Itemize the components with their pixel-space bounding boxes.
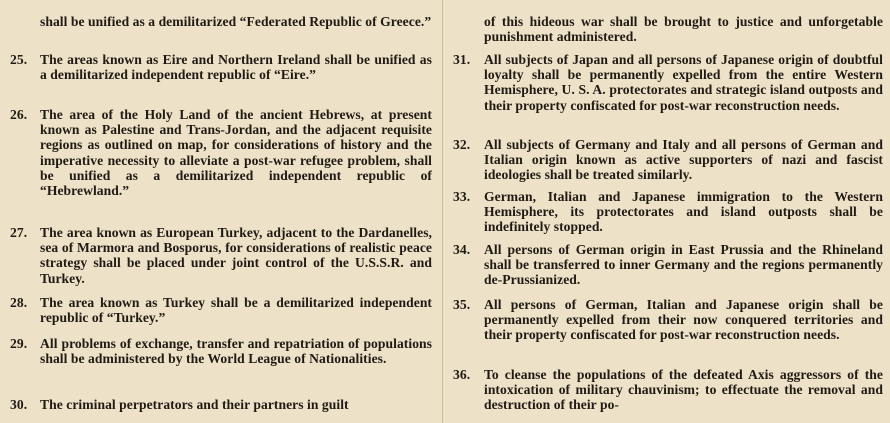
- article-text: All subjects of Japan and all persons of Japanese origin of doubtful loyalty shall be permanently expelled from the entire Western Hemisphere, U. S. A. protectorates and strategic island outposts and their property confiscated for post-war reconstruction needs.: [484, 52, 883, 113]
- article-text: German, Italian and Japanese immigration to the Western Hemisphere, its protectorates and island outposts shall be indefinitely stopped.: [484, 189, 883, 235]
- article-text: To cleanse the populations of the defeated Axis aggressors of the intoxication of military chauvinism; to effectuate the removal and destruction of their po-: [484, 367, 883, 413]
- article-number: 31.: [453, 52, 471, 67]
- article-25: [10, 52, 432, 82]
- article-number: 36.: [453, 367, 471, 382]
- article-33: [453, 189, 883, 235]
- article-text: The area of the Holy Land of the ancient Hebrews, at present known as Palestine and Trans-Jordan, and the adjacent requisite regions as outlined on map, for considerations of history and the imperative necessity to alleviate a post-war refugee problem, shall be unified as a demilitarized independent republic of “Hebrewland.”: [40, 107, 432, 199]
- article-text: The area known as Turkey shall be a demilitarized independent republic of “Turkey.”: [40, 295, 432, 326]
- article-26: [10, 107, 432, 198]
- paragraph-text: of this hideous war shall be brought to justice and unforgetable punishment administered.: [484, 14, 883, 45]
- article-28: [10, 295, 432, 325]
- article-number: 25.: [10, 52, 28, 67]
- article-32: [453, 137, 883, 183]
- article-number: 30.: [10, 397, 28, 412]
- column-divider: [442, 0, 443, 423]
- article-number: 35.: [453, 297, 471, 312]
- article-text: The area known as European Turkey, adjacent to the Dardanelles, sea of Marmora and Bosporus, for considerations of realistic peace strategy shall be placed under joint control of the U.S.S.R. and Turkey.: [40, 225, 432, 286]
- article-34: [453, 242, 883, 288]
- article-number: 27.: [10, 225, 28, 240]
- article-36: [453, 367, 883, 413]
- continuation-paragraph: [453, 14, 883, 44]
- article-text: All problems of exchange, transfer and repatriation of populations shall be administered by the World League of Nationalities.: [40, 336, 432, 367]
- continuation-paragraph: [10, 14, 432, 29]
- article-29: [10, 336, 432, 366]
- article-text: All persons of German, Italian and Japanese origin shall be permanently expelled from their now conquered territories and their property confiscated for post-war reconstruction needs.: [484, 297, 883, 343]
- article-27: [10, 225, 432, 286]
- article-number: 28.: [10, 295, 28, 310]
- paragraph-text: shall be unified as a demilitarized “Federated Republic of Greece.”: [40, 14, 432, 29]
- article-30: [10, 397, 432, 412]
- article-number: 33.: [453, 189, 471, 204]
- article-number: 34.: [453, 242, 471, 257]
- article-text: The areas known as Eire and Northern Ireland shall be unified as a demilitarized independent republic of “Eire.”: [40, 52, 432, 83]
- article-number: 32.: [453, 137, 471, 152]
- article-number: 26.: [10, 107, 28, 122]
- article-35: [453, 297, 883, 343]
- article-text: The criminal perpetrators and their partners in guilt: [40, 397, 349, 412]
- article-31: [453, 52, 883, 113]
- article-number: 29.: [10, 336, 28, 351]
- article-text: All subjects of Germany and Italy and all persons of German and Italian origin known as active supporters of nazi and fascist ideologies shall be treated similarly.: [484, 137, 883, 183]
- article-text: All persons of German origin in East Prussia and the Rhineland shall be transferred to inner Germany and the regions permanently de-Prussianized.: [484, 242, 883, 288]
